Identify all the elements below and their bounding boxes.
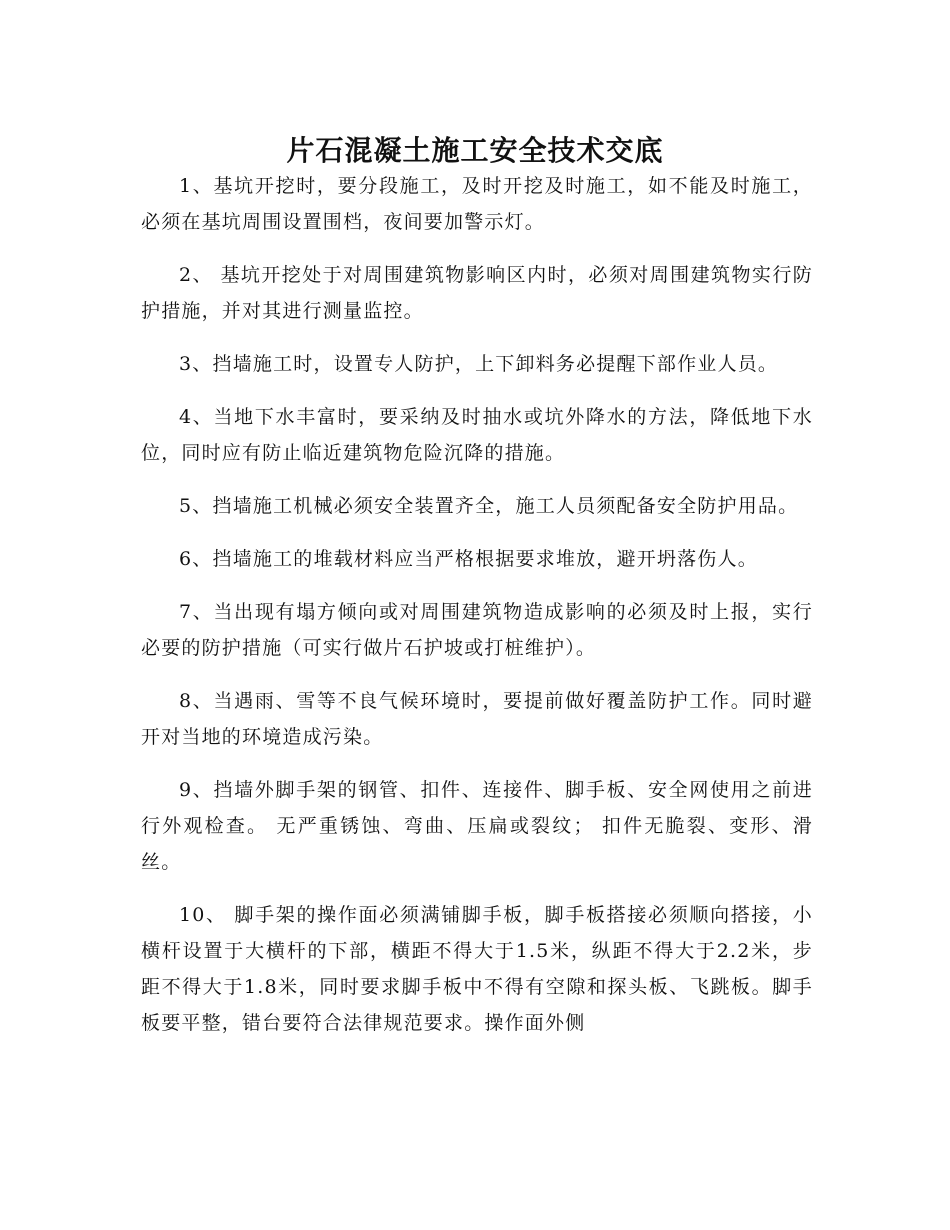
- paragraph-9: 9、挡墙外脚手架的钢管、扣件、连接件、脚手板、安全网使用之前进行外观检查。 无严重锈蚀、弯曲、压扁或裂纹； 扣件无脆裂、变形、滑丝。: [141, 779, 813, 873]
- document-body: [141, 168, 813, 1058]
- paragraph-10: 10、 脚手架的操作面必须满铺脚手板，脚手板搭接必须顺向搭接，小横杆设置于大横杆的下部，横距不得大于1.5米，纵距不得大于2.2米，步距不得大于1.8米，同时要求脚手板中不得有空隙和探头板、飞跳板。脚手板要平整，错台要符合法律规范要求。操作面外侧: [141, 904, 813, 1034]
- paragraph-1: 1、基坑开挖时，要分段施工，及时开挖及时施工，如不能及时施工，必须在基坑周围设置围档，夜间要加警示灯。: [141, 175, 813, 233]
- paragraph-4: 4、当地下水丰富时，要采纳及时抽水或坑外降水的方法，降低地下水位，同时应有防止临近建筑物危险沉降的措施。: [141, 406, 813, 464]
- paragraph-3: 3、挡墙施工时，设置专人防护，上下卸料务必提醒下部作业人员。: [179, 353, 779, 375]
- paragraph-8: 8、当遇雨、雪等不良气候环境时，要提前做好覆盖防护工作。同时避开对当地的环境造成污染。: [141, 690, 813, 748]
- paragraph-7: 7、当出现有塌方倾向或对周围建筑物造成影响的必须及时上报，实行必要的防护措施（可实行做片石护坡或打桩维护）。: [141, 601, 813, 659]
- document-title: 片石混凝土施工安全技术交底: [286, 133, 664, 167]
- paragraph-6: 6、挡墙施工的堆载材料应当严格根据要求堆放，避开坍落伤人。: [179, 548, 758, 570]
- paragraph-5: 5、挡墙施工机械必须安全装置齐全，施工人员须配备安全防护用品。: [179, 495, 799, 517]
- paragraph-2: 2、 基坑开挖处于对周围建筑物影响区内时，必须对周围建筑物实行防护措施，并对其进行测量监控。: [141, 264, 813, 322]
